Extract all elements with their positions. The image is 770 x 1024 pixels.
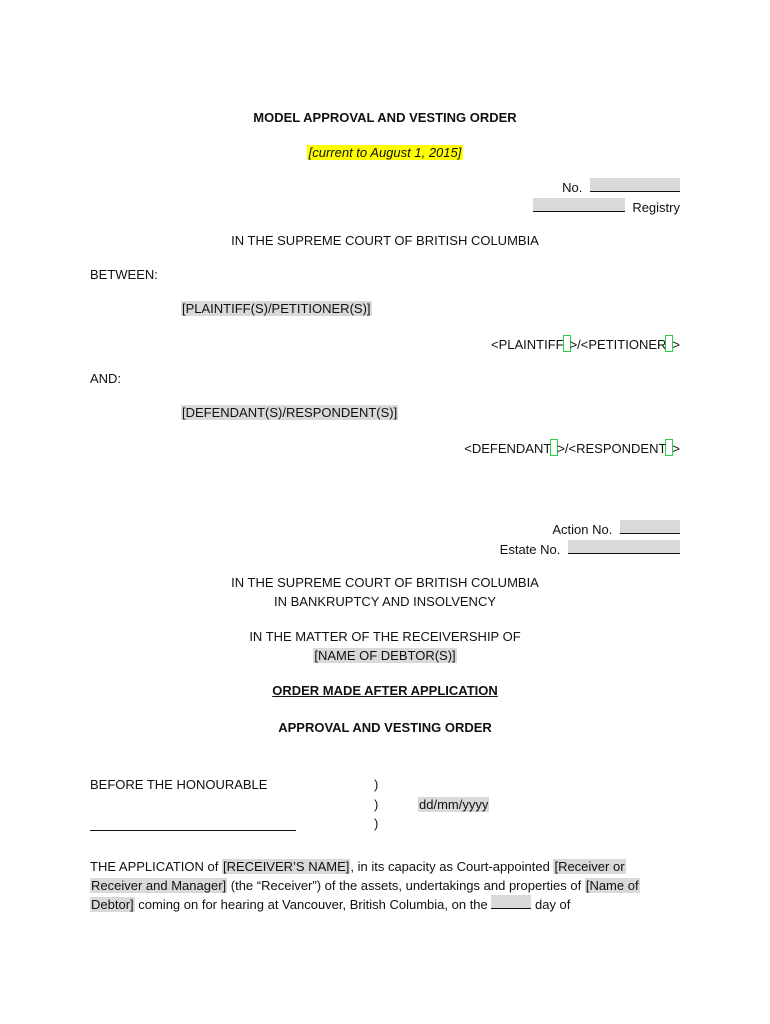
receiver-type-field[interactable]: [Receiver or [554,859,625,874]
order-made-heading: ORDER MADE AFTER APPLICATION [272,683,498,698]
court-heading: IN THE SUPREME COURT OF BRITISH COLUMBIA [231,233,539,248]
application-text: THE APPLICATION of [90,859,222,874]
plaintiff-role-part1: <PLAINTIFF [490,337,564,352]
estate-no-row [500,540,680,559]
and-label: AND: [90,371,122,386]
file-no-blank[interactable] [590,178,680,192]
application-paragraph [90,857,680,914]
application-line-3 [90,895,680,914]
plaintiff-role [491,335,680,354]
file-no-label: No. [562,180,583,195]
registry-label: Registry [632,200,680,215]
registry-row [533,198,680,217]
court-heading-2: IN THE SUPREME COURT OF BRITISH COLUMBIA [231,575,539,590]
action-no-row [552,520,680,539]
application-text: day of [531,897,571,912]
currency-note-row [0,144,770,162]
action-no-blank[interactable] [620,520,680,534]
bracket-paren: ) [374,816,379,831]
before-label: BEFORE THE HONOURABLE [90,777,268,792]
between-label: BETWEEN: [90,267,158,282]
debtor-row [0,647,770,665]
application-line-1 [90,857,680,876]
currency-note: [current to August 1, 2015] [308,145,462,160]
plaintiff-field[interactable]: [PLAINTIFF(S)/PETITIONER(S)] [182,301,371,316]
application-line-2 [90,876,680,895]
plaintiff-row [181,300,372,318]
court-file-number [562,178,680,197]
estate-no-label: Estate No. [499,542,561,557]
debtor-field[interactable]: [NAME OF DEBTOR(S)] [314,648,456,663]
judge-name-blank[interactable] [90,830,296,831]
receiver-name-field[interactable]: [RECEIVER’S NAME] [222,859,350,874]
defendant-role-part1: <DEFENDANT [464,441,552,456]
application-text: coming on for hearing at Vancouver, British Columbia, on the [134,897,492,912]
defendant-role-part3: > [672,441,680,456]
receiver-type-field[interactable]: Receiver and Manager] [91,878,227,893]
plaintiff-role-part3: > [672,337,680,352]
application-text: , in its capacity as Court-appointed [350,859,554,874]
defendant-field[interactable]: [DEFENDANT(S)/RESPONDENT(S)] [182,405,398,420]
defendant-row [181,404,398,422]
bracket-paren: ) [374,797,379,812]
order-title: APPROVAL AND VESTING ORDER [278,720,492,735]
bankruptcy-heading: IN BANKRUPTCY AND INSOLVENCY [273,594,496,609]
day-blank[interactable] [491,895,531,909]
estate-no-blank[interactable] [568,540,680,554]
plaintiff-role-part2: >/<PETITIONER [569,337,667,352]
registry-blank[interactable] [533,198,625,212]
debtor-name-field[interactable]: Debtor] [91,897,134,912]
date-field[interactable]: dd/mm/yyyy [419,797,489,812]
action-no-label: Action No. [552,522,613,537]
document-title: MODEL APPROVAL AND VESTING ORDER [253,110,517,125]
debtor-name-field[interactable]: [Name of [585,878,639,893]
defendant-role [464,439,680,458]
defendant-role-part2: >/<RESPONDENT [557,441,667,456]
application-text: (the “Receiver”) of the assets, undertakings and properties of [227,878,585,893]
matter-heading: IN THE MATTER OF THE RECEIVERSHIP OF [249,629,521,644]
bracket-paren: ) [374,777,379,792]
date-row [418,796,489,814]
